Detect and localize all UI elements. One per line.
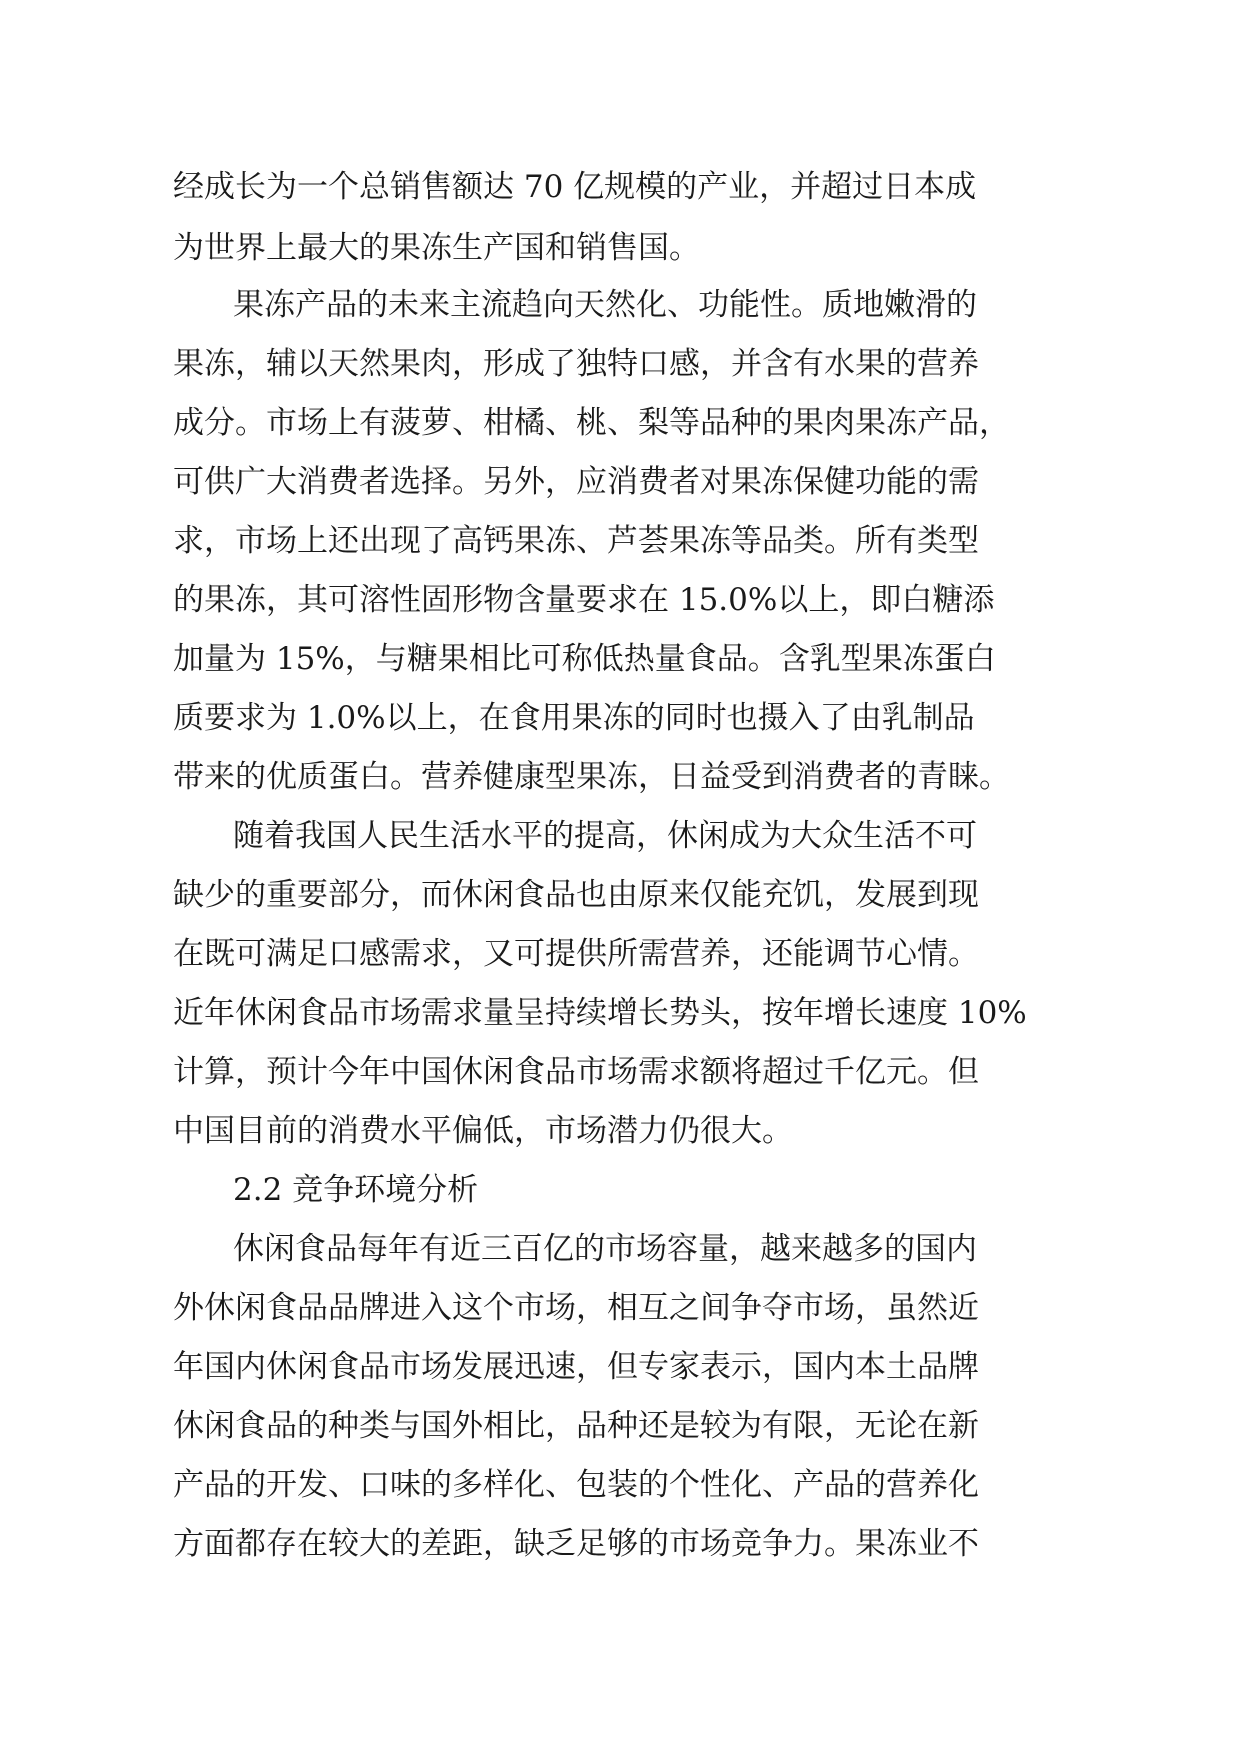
text-line: 休闲食品的种类与国外相比，品种还是较为有限，无论在新 [173, 1408, 979, 1444]
text-line: 果冻，辅以天然果肉，形成了独特口感，并含有水果的营养 [173, 346, 979, 382]
text-line: 在既可满足口感需求，又可提供所需营养，还能调节心情。 [173, 936, 979, 972]
text-line: 为世界上最大的果冻生产国和销售国。 [173, 230, 700, 266]
paragraph-start-line: 随着我国人民生活水平的提高，休闲成为大众生活不可 [233, 818, 977, 854]
text-line: 方面都存在较大的差距，缺乏足够的市场竞争力。果冻业不 [173, 1526, 979, 1562]
text-line: 的果冻，其可溶性固形物含量要求在 15.0%以上，即白糖添 [173, 582, 995, 618]
text-line: 质要求为 1.0%以上，在食用果冻的同时也摄入了由乳制品 [173, 700, 975, 736]
text-line: 加量为 15%，与糖果相比可称低热量食品。含乳型果冻蛋白 [173, 641, 996, 677]
text-line: 年国内休闲食品市场发展迅速，但专家表示，国内本土品牌 [173, 1349, 979, 1385]
text-line: 带来的优质蛋白。营养健康型果冻，日益受到消费者的青睐。 [173, 759, 1010, 795]
paragraph-start-line: 果冻产品的未来主流趋向天然化、功能性。质地嫩滑的 [233, 287, 977, 323]
text-line: 近年休闲食品市场需求量呈持续增长势头，按年增长速度 10% [173, 995, 1027, 1031]
text-line: 计算，预计今年中国休闲食品市场需求额将超过千亿元。但 [173, 1054, 979, 1090]
text-line: 求，市场上还出现了高钙果冻、芦荟果冻等品类。所有类型 [173, 523, 979, 559]
text-line: 可供广大消费者选择。另外，应消费者对果冻保健功能的需 [173, 464, 979, 500]
section-heading: 2.2 竞争环境分析 [233, 1172, 479, 1208]
text-line: 经成长为一个总销售额达 70 亿规模的产业，并超过日本成 [173, 169, 977, 205]
paragraph-start-line: 休闲食品每年有近三百亿的市场容量，越来越多的国内 [233, 1231, 977, 1267]
text-line: 成分。市场上有菠萝、柑橘、桃、梨等品种的果肉果冻产品， [173, 405, 1010, 441]
text-line: 缺少的重要部分，而休闲食品也由原来仅能充饥，发展到现 [173, 877, 979, 913]
text-line: 中国目前的消费水平偏低，市场潜力仍很大。 [173, 1113, 793, 1149]
text-line: 产品的开发、口味的多样化、包装的个性化、产品的营养化 [173, 1467, 979, 1503]
text-line: 外休闲食品品牌进入这个市场，相互之间争夺市场，虽然近 [173, 1290, 979, 1326]
